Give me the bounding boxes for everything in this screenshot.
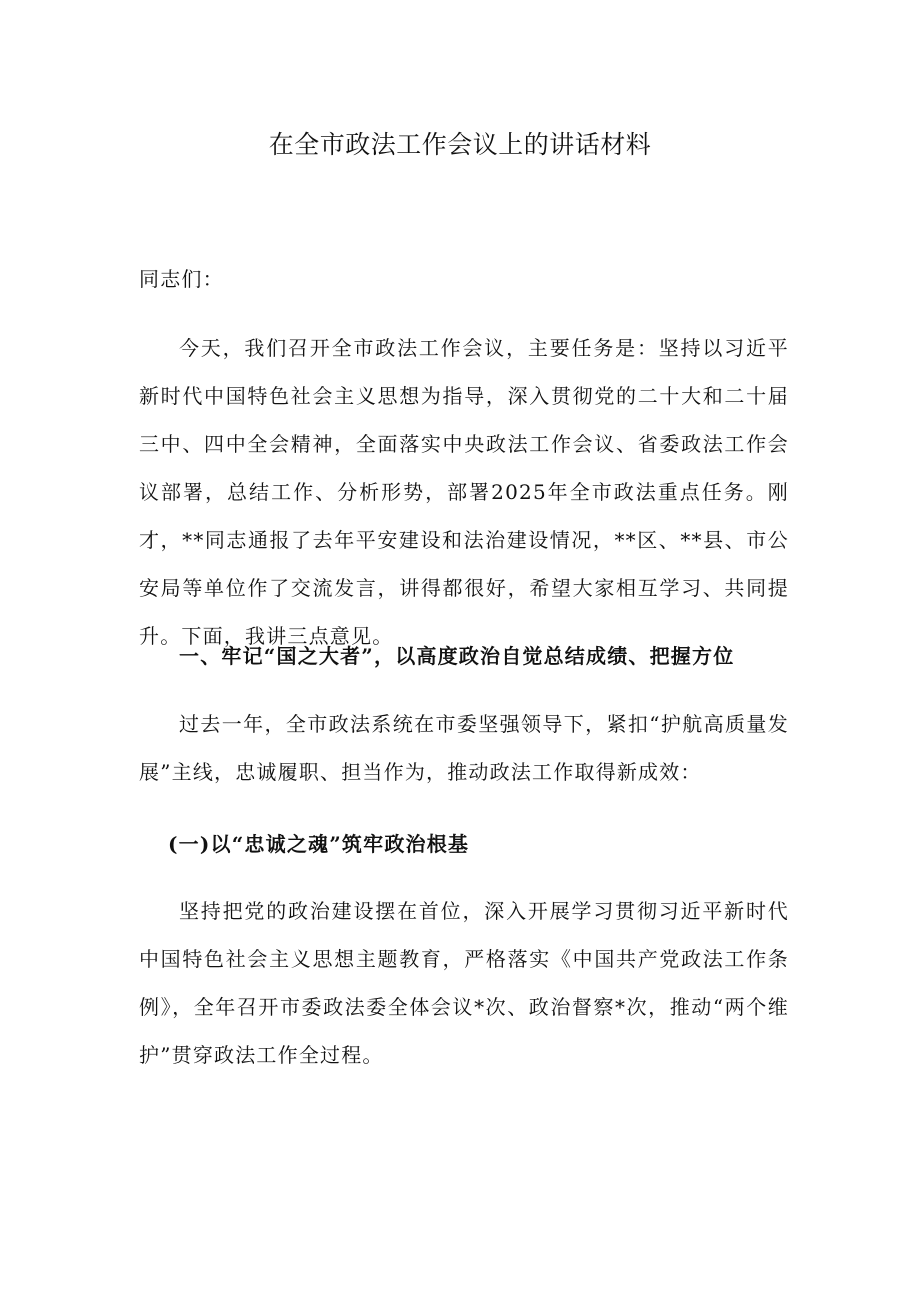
section-1-paragraph: 过去一年，全市政法系统在市委坚强领导下，紧扣“护航高质量发展”主线，忠诚履职、担当作为，推动政法工作取得新成效： (139, 712, 789, 784)
subsection-1-paragraph: 坚持把党的政治建设摆在首位，深入开展学习贯彻习近平新时代中国特色社会主义思想主题教育，严格落实《中国共产党政法工作条例》，全年召开市委政法委全体会议*次、政治督察*次，推动“两个维护”贯穿政法工作全过程。 (139, 899, 789, 1067)
subsection-heading-1: (一)以“忠诚之魂”筑牢政治根基 (168, 832, 470, 856)
intro-paragraph: 今天，我们召开全市政法工作会议，主要任务是：坚持以习近平新时代中国特色社会主义思想为指导，深入贯彻党的二十大和二十届三中、四中全会精神，全面落实中央政法工作会议、省委政法工作会议部署，总结工作、分析形势，部署2025年全市政法重点任务。刚才，**同志通报了去年平安建设和法治建设情况，**区、**县、市公安局等单位作了交流发言，讲得都很好，希望大家相互学习、共同提升。下面，我讲三点意见。 (139, 336, 789, 648)
page-title: 在全市政法工作会议上的讲话材料 (268, 130, 652, 159)
greeting: 同志们： (139, 267, 224, 291)
section-heading-1: 一、牢记“国之大者”，以高度政治自觉总结成绩、把握方位 (179, 644, 735, 668)
